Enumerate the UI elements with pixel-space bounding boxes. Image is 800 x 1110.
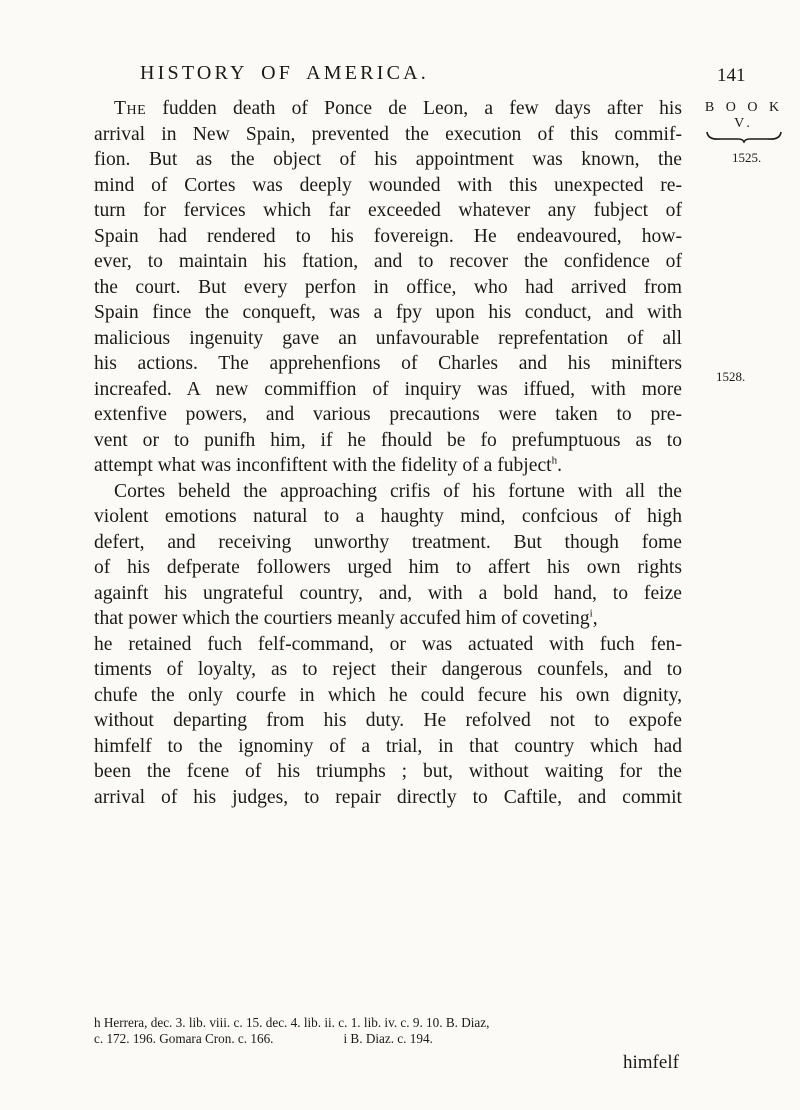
catchword: himfelf: [623, 1052, 679, 1073]
text-line: againft his ungrateful country, and, with a bold hand, to feize: [94, 582, 682, 604]
footnote-ref-i: i: [589, 607, 593, 620]
text-line: attempt what was inconfiftent with the fidelity of a fubject$^h$.: [94, 454, 562, 476]
margin-book-label: [704, 100, 784, 132]
text-line: himfelf to the ignominy of a trial, in that country which had: [94, 735, 682, 757]
text-line: ever, to maintain his ftation, and to recover the confidence of: [94, 251, 682, 272]
text-line: increafed. A new commiffion of inquiry was iffued, with more: [94, 378, 682, 400]
text-line: mind of Cortes was deeply wounded with this unexpected re-: [94, 174, 682, 196]
text-line: chufe the only courfe in which he could fecure his own dignity,: [94, 684, 682, 706]
footnote-line-2: [94, 1031, 694, 1047]
running-head: HISTORY OF AMERICA.: [140, 62, 429, 84]
footnote-i: i B. Diaz. c. 194.: [343, 1031, 433, 1046]
text-line: Spain fince the conqueft, was a fpy upon his conduct, and with: [94, 302, 682, 323]
text-line: of his defperate followers urged him to affert his own rights: [94, 557, 682, 578]
text-line: Cortes beheld the approaching crifis of his fortune with all the: [114, 480, 682, 502]
book-number: V.: [734, 116, 754, 131]
page-number: 141: [717, 65, 746, 86]
text-line: vent or to punifh him, if he fhould be fo prefumptuous as to: [94, 429, 682, 451]
text-line: timents of loyalty, as to reject their dangerous counfels, and to: [94, 659, 682, 680]
text-line: fion. But as the object of his appointment was known, the: [94, 149, 682, 170]
text-line: The fudden death of Ponce de Leon, a few days after his: [114, 98, 682, 119]
text-line: his actions. The apprehenfions of Charles and his minifters: [94, 353, 682, 374]
text-line: been the fcene of his triumphs ; but, without waiting for the: [94, 761, 682, 782]
text-line: he retained fuch felf-command, or was actuated with fuch fen-: [94, 633, 682, 655]
text-line: arrival in New Spain, prevented the execution of this commif-: [94, 123, 682, 145]
text-line: extenfive powers, and various precautions were taken to pre-: [94, 404, 682, 425]
footnote-h: h Herrera, dec. 3. lib. viii. c. 15. dec. 4. lib. ii. c. 1. lib. iv. c. 9. 10. B. Diaz,: [94, 1015, 490, 1030]
body-text: [94, 96, 682, 810]
text-line: arrival of his judges, to repair directly to Caftile, and commit: [94, 786, 682, 808]
text-line: turn for fervices which far exceeded whatever any fubject of: [94, 200, 682, 221]
text-line: defert, and receiving unworthy treatment. But though fome: [94, 531, 682, 553]
footnote-h-continued: c. 172. 196. Gomara Cron. c. 166.: [94, 1031, 274, 1046]
text-line: malicious ingenuity gave an unfavourable reprefentation of all: [94, 327, 682, 349]
text-line: that power which the courtiers meanly accufed him of coveting$^i$,: [94, 607, 598, 629]
footnote-ref-h: h: [551, 454, 558, 467]
lead-word: The: [114, 98, 147, 119]
text-line: Spain had rendered to his fovereign. He endeavoured, how-: [94, 225, 682, 247]
margin-year-1525: 1525.: [732, 150, 762, 165]
brace-icon: [706, 131, 782, 143]
text-line: the court. But every perfon in office, who had arrived from: [94, 276, 682, 298]
book-label: B O O K: [704, 100, 784, 115]
margin-year-1528: 1528.: [716, 369, 746, 384]
text-line: violent emotions natural to a haughty mind, confcious of high: [94, 506, 682, 527]
footnotes: [94, 1015, 694, 1047]
text-line: without departing from his duty. He refolved not to expofe: [94, 710, 682, 731]
